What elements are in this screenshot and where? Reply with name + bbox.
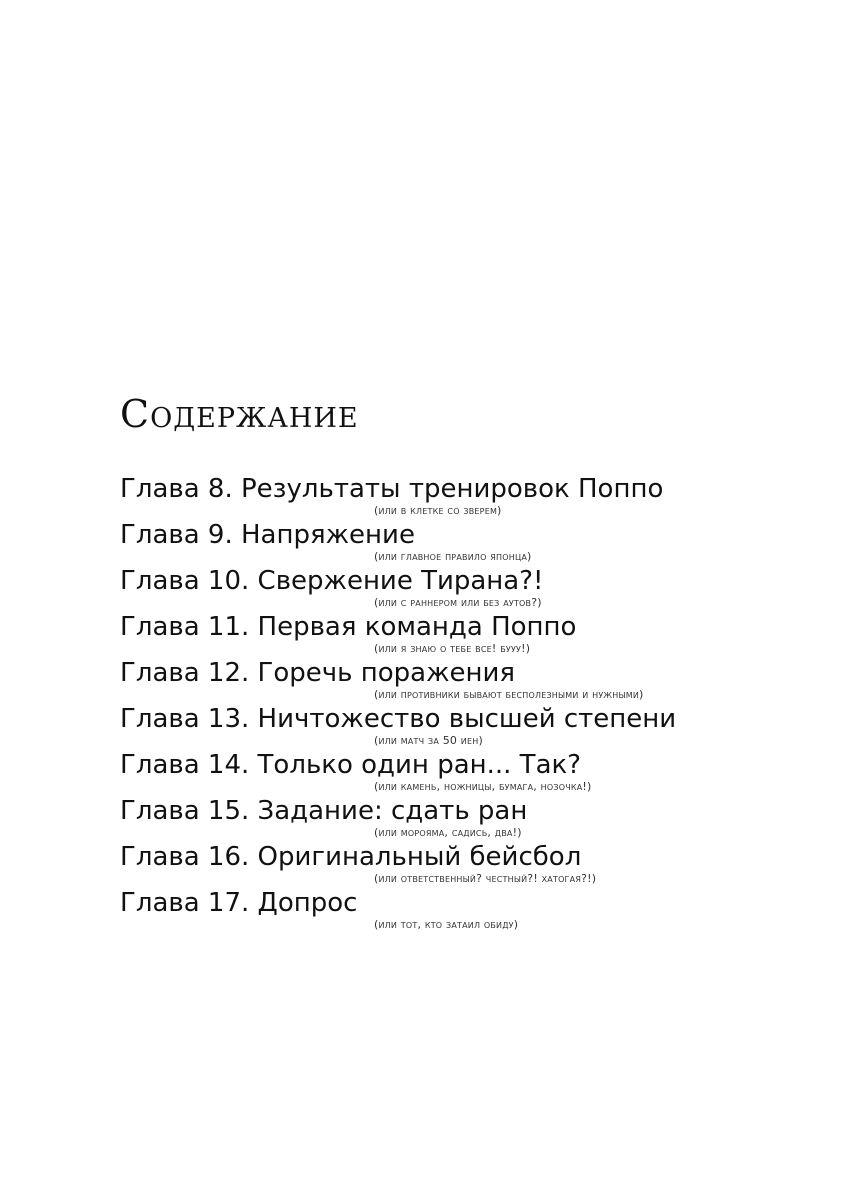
chapter-title: Глава 15. Задание: сдать ран (120, 796, 528, 826)
chapter-subtitle: (или матч за 50 иен) (374, 734, 483, 747)
chapter-title: Глава 12. Горечь поражения (120, 658, 516, 688)
toc-entry (120, 612, 820, 658)
chapter-subtitle: (или я знаю о тебе все! бууу!) (374, 642, 531, 655)
chapter-subtitle: (или камень, ножницы, бумага, нозочка!) (374, 780, 592, 793)
toc-entry (120, 474, 820, 520)
toc-entry (120, 888, 820, 934)
chapter-title: Глава 10. Свержение Тирана?! (120, 566, 544, 596)
chapter-title: Глава 14. Только один ран... Так? (120, 750, 582, 780)
chapter-subtitle: (или главное правило японца) (374, 550, 532, 563)
chapter-title: Глава 17. Допрос (120, 888, 358, 918)
chapter-subtitle: (или тот, кто затаил обиду) (374, 918, 519, 931)
chapter-subtitle: (или морояма, садись, два!) (374, 826, 522, 839)
chapter-title: Глава 8. Результаты тренировок Поппо (120, 474, 664, 504)
toc-entry (120, 796, 820, 842)
toc-entry (120, 520, 820, 566)
chapter-subtitle: (или в клетке со зверем) (374, 504, 502, 517)
chapter-subtitle: (или противники бывают бесполезными и нужными) (374, 688, 644, 701)
chapter-title: Глава 16. Оригинальный бейсбол (120, 842, 582, 872)
chapter-title: Глава 9. Напряжение (120, 520, 415, 550)
toc-entry (120, 566, 820, 612)
chapter-title: Глава 11. Первая команда Поппо (120, 612, 577, 642)
chapter-subtitle: (или с раннером или без аутов?) (374, 596, 542, 609)
toc-entry (120, 658, 820, 704)
chapter-title: Глава 13. Ничтожество высшей степени (120, 704, 677, 734)
toc-entry (120, 750, 820, 796)
toc-title: Содержание (120, 392, 359, 436)
toc-entry (120, 704, 820, 750)
toc-entry (120, 842, 820, 888)
chapter-subtitle: (или ответственный? честный?! хатогая?!) (374, 872, 597, 885)
toc-list (120, 474, 820, 934)
